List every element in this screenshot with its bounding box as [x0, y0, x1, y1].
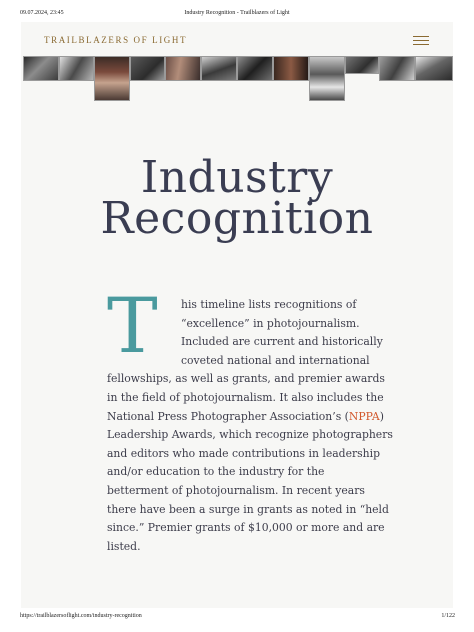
photo-thumbnail[interactable]	[165, 56, 201, 81]
intro-paragraph	[107, 296, 393, 556]
photo-thumbnail[interactable]	[23, 56, 59, 81]
intro-line: and/or education to the industry for the	[107, 465, 325, 479]
web-page	[21, 22, 453, 608]
intro-line: listed.	[107, 539, 141, 553]
intro-line: and editors who made contributions in leadership	[107, 446, 380, 460]
photo-thumbnail[interactable]	[237, 56, 273, 81]
print-header	[0, 10, 474, 20]
photo-thumbnail[interactable]	[59, 56, 94, 81]
intro-line: “excellence” in photojournalism.	[181, 316, 360, 330]
print-page-count: 1/122	[441, 613, 455, 619]
drop-cap: T	[107, 281, 158, 370]
photo-thumbnail[interactable]	[309, 56, 345, 101]
nppa-link[interactable]: NPPA	[348, 409, 380, 423]
photo-thumbnail[interactable]	[345, 56, 379, 74]
intro-line: Included are current and historically	[181, 335, 383, 349]
page-title-line-2: Recognition	[100, 193, 374, 244]
photo-thumbnail[interactable]	[94, 56, 130, 101]
site-logo[interactable]: TRAILBLAZERS OF LIGHT	[44, 35, 188, 45]
intro-line: there have been a surge in grants as noted in “held	[107, 502, 389, 516]
intro-line: his timeline lists recognitions of	[181, 298, 357, 311]
intro-line: since.” Premier grants of $10,000 or more and are	[107, 521, 385, 535]
intro-line: in the field of photojournalism. It also includes the	[107, 390, 384, 404]
page-title-line-1: Industry	[140, 152, 334, 203]
print-datetime: 09.07.2024, 23:45	[20, 10, 64, 16]
intro-line: fellowships, as well as grants, and premier awards	[107, 372, 385, 386]
photo-thumbnail[interactable]	[201, 56, 237, 81]
intro-line: Leadership Awards, which recognize photographers	[107, 428, 393, 442]
print-url: https://trailblazersoflight.com/industry-recognition	[20, 613, 142, 619]
photo-strip	[21, 56, 453, 126]
hamburger-menu-icon[interactable]	[413, 36, 429, 45]
print-footer	[0, 613, 474, 623]
photo-thumbnail[interactable]	[130, 56, 165, 81]
print-page-title: Industry Recognition - Trailblazers of Light	[184, 10, 290, 16]
photo-thumbnail[interactable]	[415, 56, 453, 81]
intro-text: )	[379, 409, 384, 423]
intro-line: coveted national and international	[181, 353, 370, 367]
photo-thumbnail[interactable]	[273, 56, 309, 81]
photo-thumbnail[interactable]	[379, 56, 415, 81]
intro-text: National Press Photographer Association’s (	[107, 409, 349, 423]
intro-line: betterment of photojournalism. In recent years	[107, 483, 365, 497]
intro-line	[107, 408, 384, 427]
